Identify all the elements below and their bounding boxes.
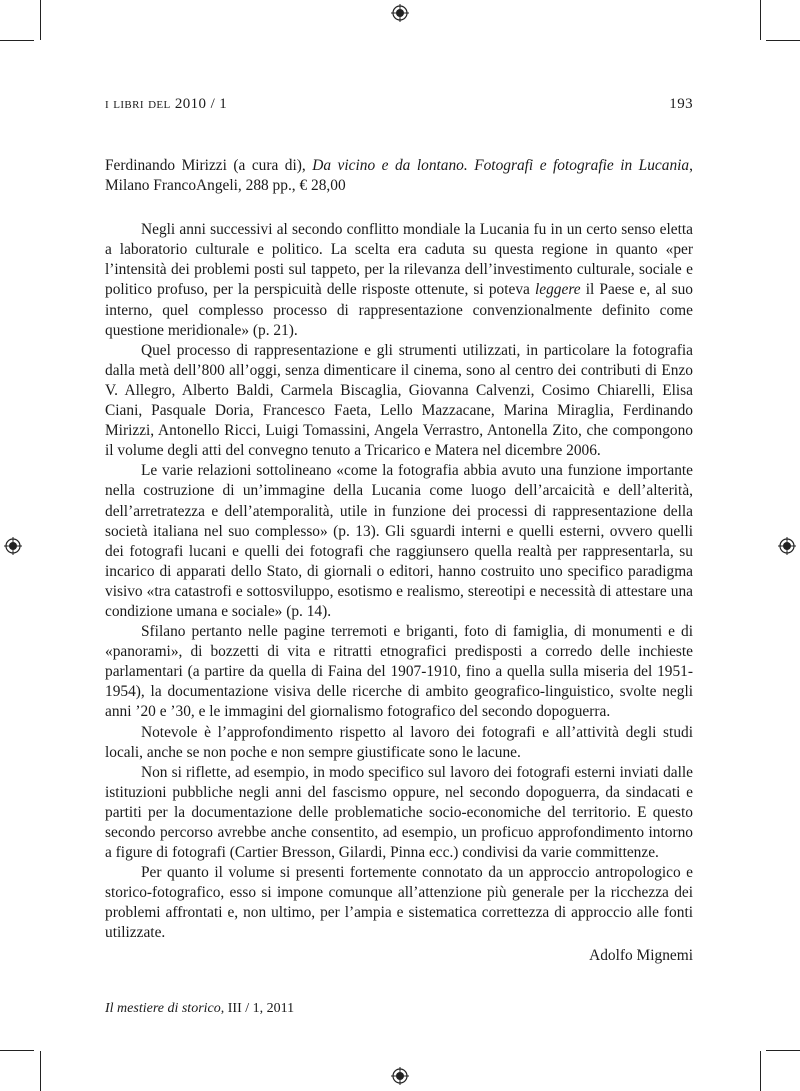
paragraph-1-text: Negli anni successivi al secondo conflitto mondiale la Lucania fu in un certo senso eletta a laboratorio culturale e politico. La scelta era caduta su questa regione in quanto «per l’intensità dei problemi posti sul tappeto, per la rilevanza dell’investimento culturale, sociale e politico profuso, per la perspicuità delle risposte ottenute, si poteva (105, 221, 693, 299)
page-number: 193 (669, 96, 693, 112)
paragraph-1-end: il Paese e, al suo interno, quel complesso processo di rappresentazione convenzionalmente definito come questione meridionale» (p. 21). (105, 281, 693, 339)
crop-mark-top-right (760, 0, 761, 40)
reviewer-signature: Adolfo Mignemi (589, 946, 693, 964)
paragraph-7: Per quanto il volume si presenti fortemente connotato da un approccio antropologico e storico-fotografico, esso si impone comunque all’attenzione più generale per la ricchezza dei problemi affrontati e, non ultimo, per l’ampia e sistematica correttezza di approccio alle fonti utilizzate. (105, 864, 693, 942)
bib-author: Ferdinando Mirizzi (a cura di), (105, 157, 306, 174)
crop-mark-bottom-right (760, 1051, 761, 1091)
crop-mark-left-bottom (0, 1050, 34, 1051)
page-footer (105, 1001, 294, 1017)
paragraph-6: Non si riflette, ad esempio, in modo specifico sul lavoro dei fotografi esterni inviati dalle istituzioni pubbliche negli anni del fascismo oppure, nel secondo dopoguerra, da sindacati e partiti per la documentazione delle problematiche socio-economiche del territorio. E questo secondo percorso avrebbe anche consentito, ad esempio, un proficuo approfondimento intorno a figure di fotografi (Cartier Bresson, Gilardi, Pinna ecc.) condivisi da varie committenze. (105, 763, 693, 862)
paragraph-1-italic: leggere (534, 281, 581, 299)
crop-mark-right-bottom (766, 1050, 800, 1051)
footer-journal: Il mestiere di storico (105, 1001, 221, 1016)
registration-mark-icon (391, 1067, 409, 1085)
crop-mark-bottom-left (40, 1051, 41, 1091)
crop-mark-right-top (766, 40, 800, 41)
bib-publication: , Milano FrancoAngeli, 288 pp., € 28,00 (105, 157, 693, 195)
paragraph-1 (105, 220, 693, 341)
registration-mark-icon (778, 537, 796, 555)
crop-mark-left-top (0, 40, 34, 41)
review-body (105, 156, 693, 966)
registration-mark-icon (4, 537, 22, 555)
crop-mark-top-left (40, 0, 41, 40)
paragraph-3: Le varie relazioni sottolineano «come la fotografia abbia avuto una funzione importante nella costruzione di un’immagine della Lucania come luogo dell’arcaicità e dell’alterità, dell’arretratezza e dell’atemporalità, utile in funzione dei processi di rappresentazione della società italiana nel suo complesso» (p. 13). Gli sguardi interni e quelli esterni, ovvero quelli dei fotografi lucani e quelli dei fotografi che raggiunsero quella realtà per rappresentarla, su incarico di apparati dello Stato, di giornali o editori, hanno costruito uno specifico paradigma visivo «tra catastrofi e sottosviluppo, esotismo e realismo, stereotipi e necessità di attestare una condizione umana e sociale» (p. 14). (105, 462, 693, 620)
registration-mark-icon (391, 4, 409, 22)
paragraph-4: Sfilano pertanto nelle pagine terremoti e briganti, foto di famiglia, di monumenti e di «panorami», di bozzetti di vita e ritratti etnografici predisposti a corredo delle inchieste parlamentari (a partire da quella di Faina del 1907-1910, fino a quella sulla miseria del 1951-1954), la documentazione visiva delle ricerche di ambito geografico-linguistico, svolte negli anni ’20 e ’30, e le immagini del giornalismo fotografico del secondo dopoguerra. (105, 623, 693, 721)
footer-issue: , III / 1, 2011 (220, 1001, 295, 1016)
running-head (105, 96, 693, 113)
running-head-title: i libri del 2010 / 1 (105, 96, 228, 112)
paragraph-2: Quel processo di rappresentazione e gli strumenti utilizzati, in particolare la fotografia dalla metà dell’800 all’oggi, senza dimenticare il cinema, sono al centro dei contributi di Enzo V. Allegro, Alberto Baldi, Carmela Biscaglia, Giovanna Calvenzi, Cosimo Chiarelli, Elisa Ciani, Pasquale Doria, Francesco Faeta, Lello Mazzacane, Marina Miraglia, Ferdinando Mirizzi, Antonello Ricci, Luigi Tomassini, Angela Verrastro, Antonella Zito, che compongono il volume degli atti del convegno tenuto a Tricarico e Matera nel dicembre 2006. (105, 341, 693, 460)
bib-title: Da vicino e da lontano. Fotografi e fotografie in Lucania (312, 157, 690, 174)
bibliographic-entry (105, 156, 693, 196)
paragraph-5: Notevole è l’approfondimento rispetto al lavoro dei fotografi e all’attività degli studi locali, anche se non poche e non sempre giustificate sono le lacune. (105, 723, 693, 761)
